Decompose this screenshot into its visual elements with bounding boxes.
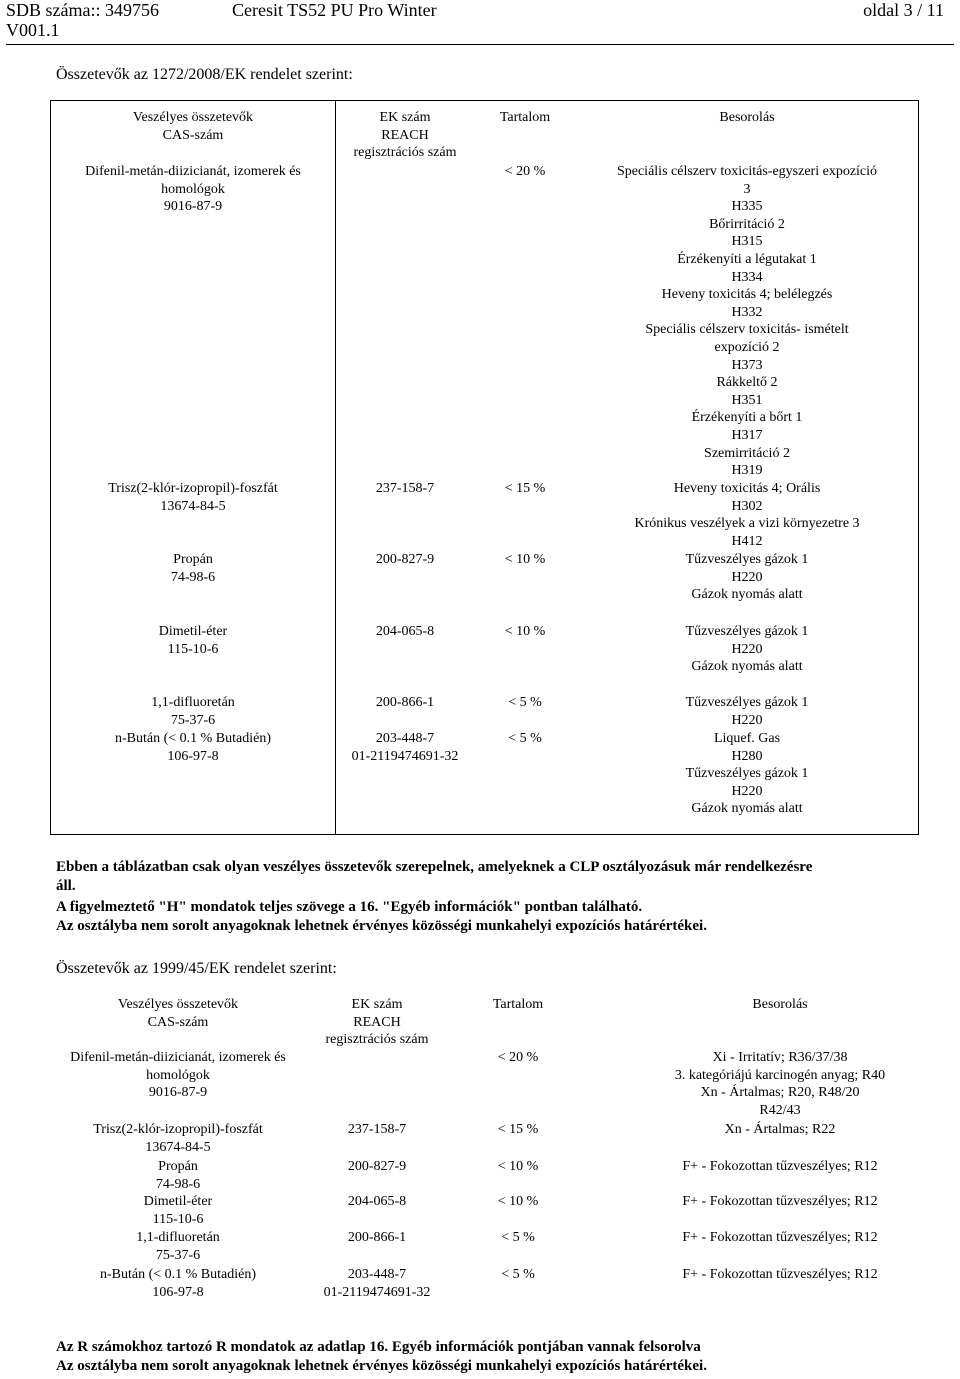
row-component-line: 106-97-8 (167, 748, 219, 764)
row-content-line: < 10 % (497, 1194, 539, 1209)
row-class (590, 1158, 960, 1176)
row-component-line: 13674-84-5 (145, 1139, 211, 1155)
row-class-line: Xi - Irritatív; R36/37/38 (712, 1050, 848, 1065)
header-ek-line: regisztrációs szám (353, 145, 457, 161)
section1-heading: Összetevők az 1272/2008/EK rendelet szerint: (56, 66, 353, 83)
row-component-line: 75-37-6 (170, 712, 216, 728)
row-component (50, 1266, 306, 1301)
row-content-line: < 5 % (508, 695, 542, 710)
row-component-line: 115-10-6 (152, 1211, 204, 1227)
row-ek (335, 694, 475, 712)
header-ek-line: regisztrációs szám (325, 1032, 429, 1048)
sdb-number: SDB száma:: 349756 (6, 0, 159, 20)
row-class-line: Tűzveszélyes gázok 1 (685, 695, 809, 710)
row-content-line: < 20 % (504, 164, 546, 179)
row-component (51, 163, 335, 216)
row-component-line: Dimetil-éter (158, 624, 228, 639)
header-content-line: Tartalom (492, 997, 544, 1012)
note-line: Az osztályba nem sorolt anyagoknak lehetnek érvényes közösségi munkahelyi expozíciós határértékei. (56, 1358, 707, 1374)
row-component-line: Propán (158, 1159, 198, 1174)
row-class (575, 694, 919, 729)
row-content (475, 551, 575, 569)
header-ek-line: EK szám (351, 997, 403, 1012)
header-class (590, 996, 960, 1014)
row-component (50, 1229, 306, 1264)
row-class (590, 1049, 960, 1119)
row-component (50, 1121, 306, 1156)
row-class-line: Bőrirritáció 2 (709, 216, 785, 232)
row-class-line: Liquef. Gas (713, 731, 781, 746)
row-class-line: H317 (731, 427, 763, 443)
table-clp (50, 100, 919, 835)
row-component-line: Propán (173, 552, 213, 567)
header-ek-line: EK szám (379, 110, 431, 125)
row-content-line: < 5 % (508, 731, 542, 746)
row-component-line: 115-10-6 (167, 641, 219, 657)
row-component-line: n-Bután (< 0.1 % Butadién) (99, 1267, 257, 1282)
row-component (50, 1193, 306, 1228)
row-class-line: H319 (731, 463, 763, 479)
row-component (51, 480, 335, 515)
row-component-line: 9016-87-9 (148, 1085, 208, 1101)
row-class-line: F+ - Fokozottan tűzveszélyes; R12 (682, 1159, 878, 1174)
row-component-line: homológok (146, 1067, 210, 1083)
row-class-line: H334 (731, 269, 763, 285)
row-component-line: Difenil-metán-diizicianát, izomerek és (85, 164, 301, 179)
row-content (458, 1229, 578, 1247)
row-class (590, 1229, 960, 1247)
row-ek (335, 551, 475, 569)
note-line: Az R számokhoz tartozó R mondatok az adatlap 16. Egyéb információk pontjában vannak felsorolva (56, 1339, 701, 1355)
row-ek-line: 01-2119474691-32 (323, 1284, 431, 1300)
row-ek-line: 237-158-7 (375, 481, 435, 496)
row-content (475, 730, 575, 748)
row-ek-line: 203-448-7 (347, 1267, 407, 1282)
row-ek-line: 01-2119474691-32 (351, 748, 459, 764)
row-class (590, 1121, 960, 1139)
row-component (50, 1158, 306, 1193)
row-component (51, 551, 335, 586)
row-class-line: Gázok nyomás alatt (691, 587, 803, 603)
row-class-line: Gázok nyomás alatt (691, 659, 803, 675)
row-content-line: < 10 % (497, 1159, 539, 1174)
row-ek-line: 200-827-9 (375, 552, 435, 567)
row-component-line: Dimetil-éter (143, 1194, 213, 1209)
row-class-line: Heveny toxicitás 4; belélegzés (661, 287, 833, 303)
row-content-line: < 20 % (497, 1050, 539, 1065)
row-ek-line: 204-065-8 (347, 1194, 407, 1209)
row-content (458, 1266, 578, 1284)
row-class (575, 730, 919, 818)
row-content (458, 1049, 578, 1067)
row-class-line: H351 (731, 392, 763, 408)
row-class-line: H332 (731, 304, 763, 320)
row-class-line: Krónikus veszélyek a vizi környezetre 3 (634, 516, 860, 532)
row-content-line: < 15 % (504, 481, 546, 496)
row-component-line: 74-98-6 (155, 1176, 201, 1192)
version: V001.1 (6, 20, 60, 40)
row-class-line: H302 (731, 498, 763, 514)
row-content (458, 1121, 578, 1139)
row-component-line: 74-98-6 (170, 569, 216, 585)
row-component-line: 9016-87-9 (163, 199, 223, 215)
row-class-line: Tűzveszélyes gázok 1 (685, 766, 809, 782)
row-content-line: < 10 % (504, 624, 546, 639)
row-class-line: Tűzveszélyes gázok 1 (685, 624, 809, 639)
row-component (50, 1049, 306, 1102)
row-content (458, 1193, 578, 1211)
header-component (51, 109, 335, 144)
row-ek (335, 480, 475, 498)
row-class-line: Speciális célszerv toxicitás- ismételt (645, 322, 849, 338)
row-ek (306, 1229, 448, 1247)
row-component-line: 75-37-6 (155, 1247, 201, 1263)
row-class-line: H220 (731, 712, 763, 728)
row-ek-line: 204-065-8 (375, 624, 435, 639)
row-class-line: H220 (731, 569, 763, 585)
header-ek-line: REACH (381, 127, 429, 143)
row-component-line: n-Bután (< 0.1 % Butadién) (114, 731, 272, 746)
header-content-line: Tartalom (499, 110, 551, 125)
note-line: A figyelmeztető "H" mondatok teljes szövege a 16. "Egyéb információk" pontban található. (56, 899, 643, 915)
row-content (475, 163, 575, 181)
product-name: Ceresit TS52 PU Pro Winter (232, 0, 437, 20)
row-class-line: H412 (731, 533, 763, 549)
row-component-line: Trisz(2-klór-izopropil)-foszfát (108, 481, 278, 496)
row-class-line: Gázok nyomás alatt (691, 801, 803, 817)
row-class-line: H335 (731, 199, 763, 215)
header-component (50, 996, 306, 1031)
row-ek (306, 1266, 448, 1301)
row-class-line: F+ - Fokozottan tűzveszélyes; R12 (682, 1267, 878, 1282)
row-class (590, 1266, 960, 1284)
row-class (575, 480, 919, 550)
row-class-line: 3 (743, 181, 751, 197)
row-component (51, 623, 335, 658)
row-class-line: F+ - Fokozottan tűzveszélyes; R12 (682, 1230, 878, 1245)
column-divider (335, 101, 336, 834)
header-ek-line: REACH (353, 1014, 401, 1030)
row-component (51, 730, 335, 765)
row-class-line: Érzékenyíti a légutakat 1 (677, 251, 817, 267)
row-class (575, 623, 919, 676)
row-component-line: 106-97-8 (152, 1284, 204, 1300)
page-header (6, 0, 954, 45)
row-content-line: < 10 % (504, 552, 546, 567)
row-ek (335, 730, 475, 765)
row-ek-line: 200-866-1 (347, 1230, 407, 1245)
row-class-line: R42/43 (759, 1102, 801, 1118)
row-class-line: Speciális célszerv toxicitás-egyszeri expozíció (616, 164, 878, 179)
header-class (575, 109, 919, 127)
note-line: Ebben a táblázatban csak olyan veszélyes összetevők szerepelnek, amelyeknek a CLP osztályozásuk már rendelkezésre (56, 859, 813, 875)
row-ek-line: 203-448-7 (375, 731, 435, 746)
row-component-line: 1,1-difluoretán (151, 695, 235, 710)
note-line: áll. (56, 878, 76, 894)
row-ek (306, 1121, 448, 1139)
row-content (475, 694, 575, 712)
row-content-line: < 15 % (497, 1122, 539, 1137)
row-class-line: 3. kategóriájú karcinogén anyag; R40 (674, 1067, 886, 1083)
header-class-line: Besorolás (752, 997, 808, 1012)
row-class-line: Xn - Ártalmas; R22 (724, 1122, 836, 1137)
row-ek (335, 623, 475, 641)
row-component-line: 1,1-difluoretán (136, 1230, 220, 1245)
row-ek-line: 200-827-9 (347, 1159, 407, 1174)
row-class (575, 163, 919, 480)
row-component (51, 694, 335, 729)
row-class-line: Szemirritáció 2 (704, 445, 790, 461)
row-ek-line: 237-158-7 (347, 1122, 407, 1137)
header-ek (335, 109, 475, 162)
row-class-line: H220 (731, 641, 763, 657)
row-content-line: < 5 % (501, 1267, 535, 1282)
row-class-line: F+ - Fokozottan tűzveszélyes; R12 (682, 1194, 878, 1209)
row-component-line: 13674-84-5 (160, 498, 226, 514)
row-class-line: H315 (731, 234, 763, 250)
header-component-line: CAS-szám (147, 1014, 209, 1030)
row-component-line: Difenil-metán-diizicianát, izomerek és (70, 1050, 286, 1065)
page-number: oldal 3 / 11 (863, 0, 944, 20)
row-ek-line: 200-866-1 (375, 695, 435, 710)
row-class-line: Tűzveszélyes gázok 1 (685, 552, 809, 567)
row-class-line: H220 (731, 783, 763, 799)
row-class-line: Érzékenyíti a bőrt 1 (691, 410, 803, 426)
row-class-line: Xn - Ártalmas; R20, R48/20 (700, 1085, 860, 1101)
header-content (475, 109, 575, 127)
header-component-line: CAS-szám (162, 127, 224, 143)
note-line: Az osztályba nem sorolt anyagoknak lehetnek érvényes közösségi munkahelyi expozíciós határértékei. (56, 918, 707, 934)
row-class-line: H280 (731, 748, 763, 764)
section2-heading: Összetevők az 1999/45/EK rendelet szerint: (56, 960, 337, 977)
row-content (458, 1158, 578, 1176)
header-component-line: Veszélyes összetevők (117, 997, 239, 1012)
row-class (590, 1193, 960, 1211)
header-ek (306, 996, 448, 1049)
row-content (475, 480, 575, 498)
row-class-line: H373 (731, 357, 763, 373)
row-class-line: Heveny toxicitás 4; Orális (673, 481, 821, 496)
row-content-line: < 5 % (501, 1230, 535, 1245)
row-class (575, 551, 919, 604)
header-component-line: Veszélyes összetevők (132, 110, 254, 125)
row-component-line: Trisz(2-klór-izopropil)-foszfát (93, 1122, 263, 1137)
header-content (458, 996, 578, 1014)
row-class-line: Rákkeltő 2 (716, 375, 778, 391)
row-class-line: expozíció 2 (714, 339, 780, 355)
header-class-line: Besorolás (719, 110, 775, 125)
row-content (475, 623, 575, 641)
row-component-line: homológok (161, 181, 225, 197)
row-ek (306, 1193, 448, 1211)
row-ek (306, 1158, 448, 1176)
